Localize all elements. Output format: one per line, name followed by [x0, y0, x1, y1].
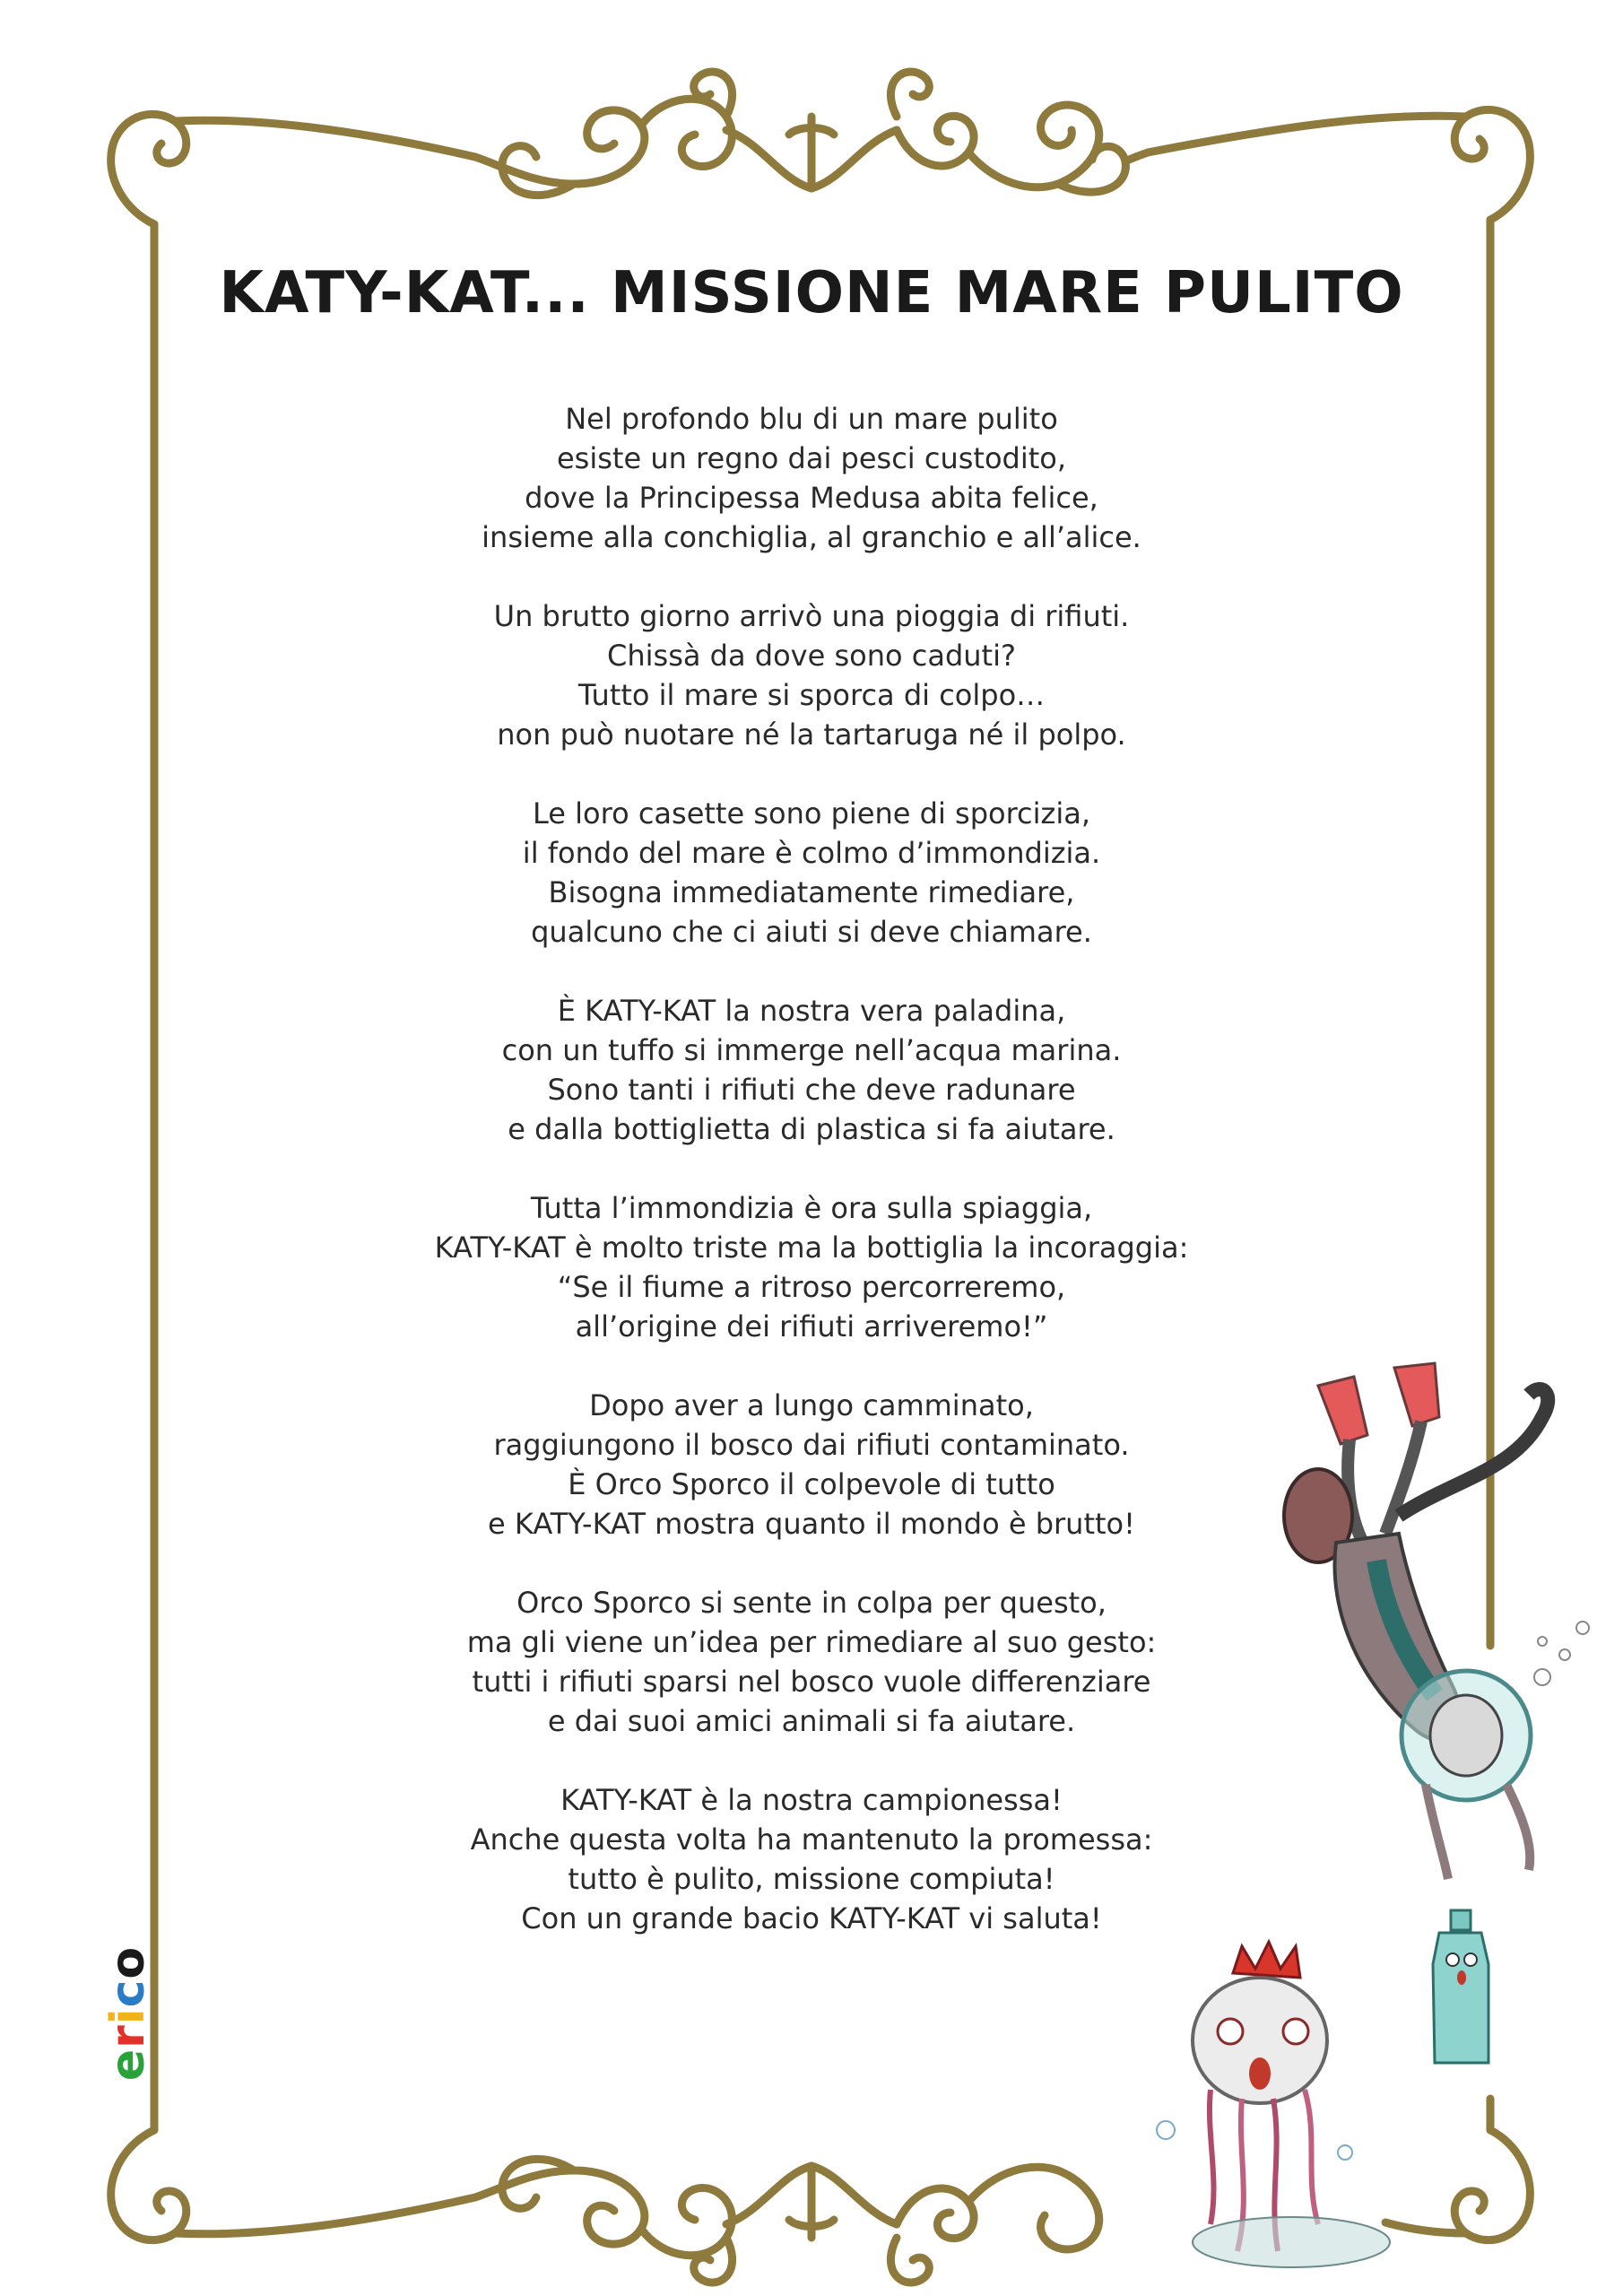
stanza	[296, 1386, 1327, 1544]
poem-line: Un brutto giorno arrivò una pioggia di rifiuti.	[493, 599, 1130, 633]
stanza	[296, 1583, 1327, 1741]
logo-letter: c	[101, 1979, 156, 2008]
poem-line: non può nuotare né la tartaruga né il polpo.	[497, 718, 1126, 752]
poem-line: È Orco Sporco il colpevole di tutto	[568, 1467, 1055, 1501]
poem-line: È KATY-KAT la nostra vera paladina,	[557, 994, 1066, 1028]
stanza	[296, 596, 1327, 754]
poem-line: il fondo del mare è colmo d’immondizia.	[522, 836, 1101, 870]
poem-line: qualcuno che ci aiuti si deve chiamare.	[531, 915, 1092, 949]
bottle-illustration	[1433, 1910, 1488, 2063]
frame-top-ornament	[111, 72, 1531, 224]
poem-line: “Se il fiume a ritroso percorreremo,	[557, 1270, 1066, 1304]
poem-line: Sono tanti i rifiuti che deve radunare	[547, 1073, 1076, 1107]
logo-letter: e	[101, 2048, 156, 2082]
poem-line: e dai suoi amici animali si fa aiutare.	[547, 1704, 1076, 1738]
poem-line: Dopo aver a lungo camminato,	[589, 1388, 1034, 1422]
poem-line: Tutta l’immondizia è ora sulla spiaggia,	[530, 1191, 1093, 1225]
poem-line: ma gli viene un’idea per rimediare al suo gesto:	[466, 1625, 1157, 1659]
poem-line: tutti i rifiuti sparsi nel bosco vuole differenziare	[472, 1665, 1151, 1699]
poem-line: Le loro casette sono piene di sporcizia,	[533, 796, 1090, 831]
publisher-logo-text	[101, 1946, 155, 2081]
poem-line: Anche questa volta ha mantenuto la promessa:	[470, 1822, 1153, 1857]
poem-line: con un tuffo si immerge nell’acqua marina.	[501, 1033, 1122, 1067]
poem-line: raggiungono il bosco dai rifiuti contaminato.	[493, 1428, 1130, 1462]
poem-line: KATY-KAT è la nostra campionessa!	[560, 1783, 1063, 1817]
poem-line: Con un grande bacio KATY-KAT vi saluta!	[521, 1901, 1102, 1935]
poem-line: e KATY-KAT mostra quanto il mondo è brutto!	[488, 1507, 1135, 1541]
stanza	[296, 399, 1327, 557]
poem-line: Bisogna immediatamente rimediare,	[548, 875, 1075, 909]
poem-line: Tutto il mare si sporca di colpo…	[577, 678, 1046, 712]
poem-line: esiste un regno dai pesci custodito,	[556, 441, 1067, 475]
poem-line: insieme alla conchiglia, al granchio e all’alice.	[482, 520, 1141, 554]
poem-line: Chissà da dove sono caduti?	[607, 639, 1016, 673]
logo-letter: r	[101, 2024, 156, 2048]
cat-diver-illustration	[1284, 1363, 1589, 1879]
poem-line: e dalla bottiglietta di plastica si fa aiutare.	[508, 1112, 1115, 1146]
stanza	[296, 1780, 1327, 1938]
poem-line: tutto è pulito, missione compiuta!	[568, 1862, 1055, 1896]
poem-line: Orco Sporco si sente in colpa per questo,	[516, 1586, 1107, 1620]
publisher-logo	[97, 1945, 156, 2082]
logo-letter: i	[101, 2007, 156, 2025]
page-title: KATY-KAT... MISSIONE MARE PULITO	[219, 260, 1404, 326]
stanza	[296, 794, 1327, 952]
poem-line: all’origine dei rifiuti arriveremo!”	[575, 1309, 1048, 1344]
logo-letter: o	[101, 1945, 156, 1979]
poem	[296, 399, 1327, 1978]
poem-line: dove la Principessa Medusa abita felice,	[525, 481, 1098, 515]
poem-line: KATY-KAT è molto triste ma la bottiglia la incoraggia:	[434, 1231, 1189, 1265]
stanza	[296, 1188, 1327, 1346]
jellyfish-illustration	[1157, 1942, 1390, 2267]
poem-line: Nel profondo blu di un mare pulito	[565, 402, 1058, 436]
stanza	[296, 991, 1327, 1149]
